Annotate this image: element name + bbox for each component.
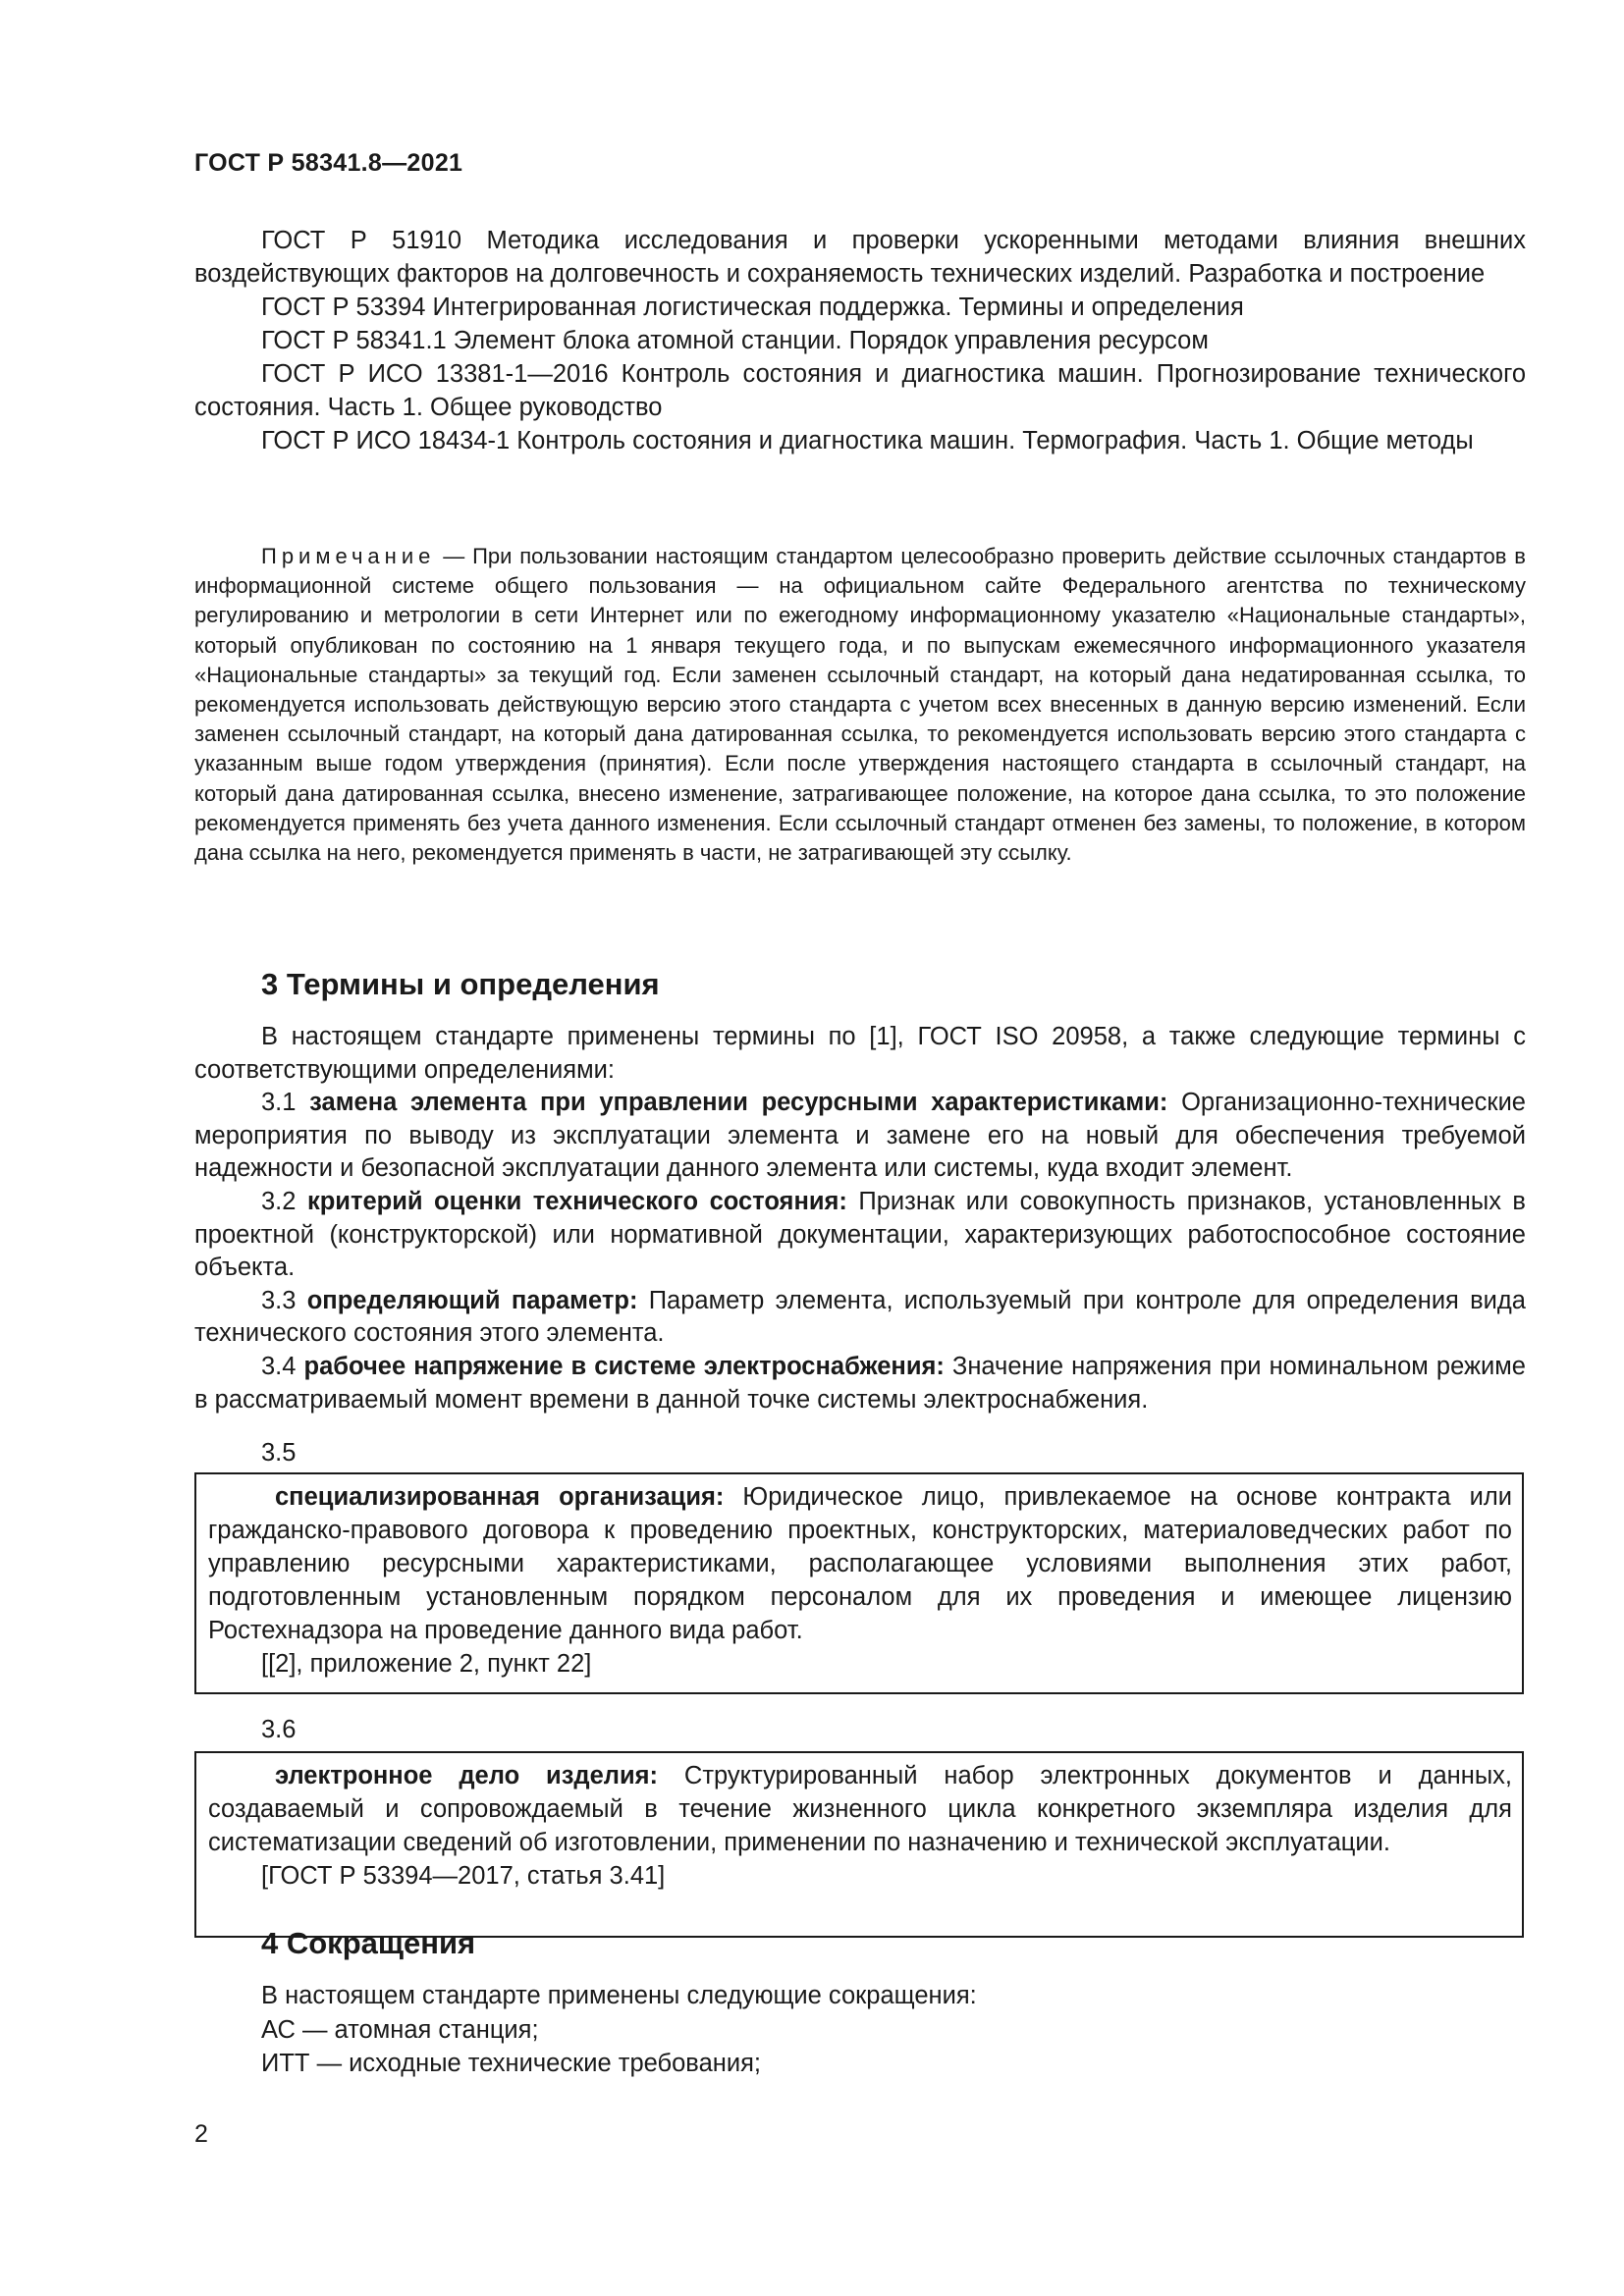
reference-item: ГОСТ Р ИСО 13381-1—2016 Контроль состояния и диагностика машин. Прогнозирование технического состояния. Часть 1. Общее руководство	[194, 360, 1526, 421]
term-box-3-6	[194, 1751, 1524, 1938]
section-4-title: 4 Сокращения	[261, 1926, 476, 1960]
term-number: 3.4	[261, 1352, 297, 1380]
term-source: [ГОСТ Р 53394—2017, статья 3.41]	[261, 1862, 666, 1890]
term-number-3-6: 3.6	[261, 1716, 297, 1743]
term-box-3-5	[194, 1472, 1524, 1694]
term-name: рабочее напряжение в системе электроснабжения:	[303, 1352, 945, 1380]
reference-item: ГОСТ Р ИСО 18434-1 Контроль состояния и диагностика машин. Термография. Часть 1. Общие методы	[261, 427, 1474, 454]
term-3-1	[194, 1087, 1526, 1186]
boxed-term-paragraph	[208, 1480, 1512, 1647]
note-text: — При пользовании настоящим стандартом целесообразно проверить действие ссылочных стандартов в информационной системе общего пользования — на официальном сайте Федерального агентства по техническому регулированию и метрологии в сети Интернет или по ежегодному информационному указателю «Национальные стандарты», который опубликован по состоянию на 1 января текущего года, и по выпускам ежемесячного информационного указателя «Национальные стандарты» за текущий год. Если заменен ссылочный стандарт, на который дана недатированная ссылка, то рекомендуется использовать действующую версию этого стандарта с учетом всех внесенных в данную версию изменений. Если заменен ссылочный стандарт, на который дана датированная ссылка, то рекомендуется использовать версию этого стандарта с указанным выше годом утверждения (принятия). Если после утверждения настоящего стандарта в ссылочный стандарт, на который дана датированная ссылка, внесено изменение, затрагивающее положение, на которое дана ссылка, то это положение рекомендуется применять без учета данного изменения. Если ссылочный стандарт отменен без замены, то положение, в котором дана ссылка на него, рекомендуется применять в части, не затрагивающей эту ссылку.	[194, 544, 1526, 866]
term-definition: Структурированный набор электронных документов и данных, создаваемый и сопровождаемый в течение жизненного цикла конкретного экземпляра изделия для систематизации сведений об изготовлении, применении по назначению и технической эксплуатации.	[208, 1762, 1512, 1856]
term-3-4	[194, 1351, 1526, 1416]
reference-item: ГОСТ Р 58341.1 Элемент блока атомной станции. Порядок управления ресурсом	[261, 327, 1209, 354]
document-header: ГОСТ Р 58341.8—2021	[194, 149, 463, 177]
note-label: Примечание	[261, 544, 436, 568]
abbreviation-item: АС — атомная станция;	[261, 2015, 539, 2044]
section-3-intro: В настоящем стандарте применены термины по [1], ГОСТ ISO 20958, а также следующие термины с соответствующими определениями:	[194, 1023, 1526, 1084]
references-list	[194, 224, 1526, 457]
term-name: специализированная организация:	[275, 1483, 725, 1511]
term-number: 3.3	[261, 1286, 297, 1314]
boxed-term-paragraph	[208, 1759, 1512, 1859]
term-definition: Признак или совокупность признаков, установленных в проектной (конструкторской) или нормативной документации, характеризующих работоспособное состояние объекта.	[194, 1187, 1526, 1282]
term-definition: Параметр элемента, используемый при контроле для определения вида технического состояния этого элемента.	[194, 1286, 1526, 1348]
term-number: 3.1	[261, 1089, 297, 1117]
term-name: электронное дело изделия:	[275, 1762, 659, 1789]
section-4-intro: В настоящем стандарте применены следующие сокращения:	[261, 1982, 977, 2009]
section-3-title: 3 Термины и определения	[261, 967, 660, 1001]
abbreviation-item: ИТТ — исходные технические требования;	[261, 2050, 761, 2077]
section-3-body	[194, 1021, 1526, 1416]
term-number: 3.2	[261, 1187, 297, 1215]
term-number-3-5: 3.5	[261, 1439, 297, 1467]
term-name: замена элемента при управлении ресурсными характеристиками:	[309, 1089, 1168, 1117]
note-paragraph	[194, 542, 1526, 868]
term-definition: Организационно-технические мероприятия по выводу из эксплуатации элемента и замене его на новый для обеспечения требуемой надежности и безопасной эксплуатации данного элемента или системы, куда входит элемент.	[194, 1089, 1526, 1183]
term-source: [[2], приложение 2, пункт 22]	[261, 1650, 592, 1678]
reference-item: ГОСТ Р 51910 Методика исследования и проверки ускоренными методами влияния внешних воздействующих факторов на долговечность и сохраняемость технических изделий. Разработка и построение	[194, 227, 1526, 288]
section-4-body	[261, 1979, 977, 2081]
reference-item: ГОСТ Р 53394 Интегрированная логистическая поддержка. Термины и определения	[261, 294, 1244, 321]
page-number: 2	[194, 2120, 208, 2148]
term-name: критерий оценки технического состояния:	[306, 1187, 847, 1215]
term-3-3	[194, 1285, 1526, 1351]
term-name: определяющий параметр:	[306, 1286, 638, 1314]
term-definition: Юридическое лицо, привлекаемое на основе контракта или гражданско-правового договора к проведению проектных, конструкторских, материаловедческих работ по управлению ресурсными характеристиками, располагающее условиями выполнения этих работ, подготовленным установленным порядком персоналом для их проведения и имеющее лицензию Ростехнадзора на проведение данного вида работ.	[208, 1483, 1512, 1644]
term-3-2	[194, 1186, 1526, 1285]
term-definition: Значение напряжения при номинальном режиме в рассматриваемый момент времени в данной точке системы электроснабжения.	[194, 1352, 1526, 1414]
